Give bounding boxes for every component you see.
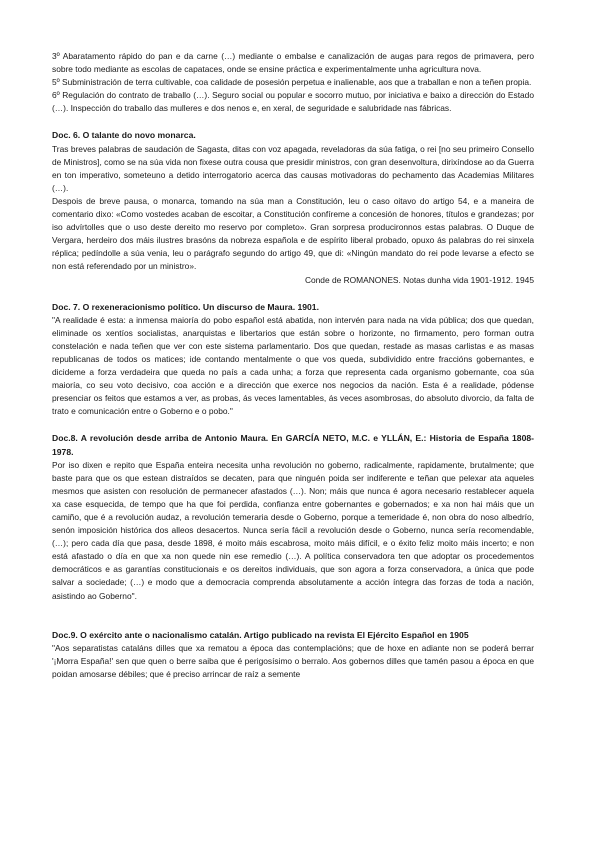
- intro-item-3: 3º Abaratamento rápido do pan e da carne (…) mediante o embalse e canalización de augas para regos de primavera, pero sobre todo mediante as escolas de capataces, onde se ensine práctica e experimentalmente unha agricultura nova.: [52, 51, 534, 75]
- doc6-heading: Doc. 6. O talante do novo monarca.: [52, 130, 196, 141]
- doc9-section: [52, 629, 534, 681]
- doc7-paragraph: "A realidade é esta: a inmensa maioría do pobo español está abatida, non intervén para nada na vida pública; dos que quedan, eliminade os xentíos socialistas, anarquistas e libertarios que están sobre o horizonte, no firmamento, pero forman outra constelación e nada teñen que ver con este sistema parlamentario. Dos que quedan, restade as masas carlistas e as masas republicanas de todos os matices; ide contando mentalmente o que vos queda, subdividido entre fraccións gobernantes, e dicideme a forza verdadeira que queda no país a cada unha; a forza que representa cada organismo gobernante, coa súa maioría, co seu voto decisivo, coa acción e a dirección que exerce nos negocios da nación. Esta é a realidade, pódense presenciar os feitos que estamos a ver, as probas, ás veces lamentables, ás veces asombrosas, do absoluto divorcio, da falta de trato e comunicación entre o Goberno e o pobo.": [52, 314, 534, 417]
- doc6-section: [52, 129, 534, 286]
- doc7-section: [52, 301, 534, 419]
- doc9-paragraph: "Aos separatistas cataláns dilles que xa rematou a época das contemplacións; que de hoxe en adiante non se poderá berrar '¡Morra España!' sen que quen o berre saiba que é perigosísimo o berralo. Aos gobernos dilles que tamén pasou a época en que poidan amosarse débiles; que é preciso arrincar de raíz a semente: [52, 642, 534, 679]
- doc6-source: Conde de ROMANONES. Notas dunha vida 1901-1912. 1945: [304, 274, 534, 285]
- doc6-paragraph-1: Tras breves palabras de saudación de Sagasta, ditas con voz apagada, reveladoras da súa fatiga, o rei [no seu primeiro Consello de Ministros], como se na súa vida non fixese outra cousa que presidir ministros, con gran desenvoltura, dirixíndose ao da Guerra en ton imperativo, someteuno a detido interrogatorio acerca das causas motivadoras do pechamento das Academias Militares (…).: [52, 143, 534, 193]
- doc8-paragraph: Por iso dixen e repito que España enteira necesita unha revolución no goberno, radicalmente, rapidamente, brutalmente; que baste para que os que estean distraídos se decaten, para que ninguén poida ser indiferente e teñan que pelexar ata aqueles mesmos que asisten con resolución de permanecer afastados (…). Non; máis que nunca é agora necesario restablecer aquela xa case esquecida, de tempo que ha que foi perdida, confianza entre gobernantes e gobernados; e xa non hai máis que un camiño, que é a revolución audaz, a revolución temeraria desde o Goberno, porque a temeridade é, non obra do noso albedrío, senón imposición histórica dos alleos desacertos. Nunca sería fácil a revolución desde o Goberno, nunca sería recomendable, (…); pero cada día que pasa, desde 1898, é moito máis escabrosa, moito máis difícil, e o éxito feliz moito máis incerto; e non está afastado o día en que xa non quede nin ese remedio (…). A política conservadora ten que adoptar os procedementos democráticos e as garantías constitucionais e os dereitos individuais, que son agora a forza conservadora, a única que pode salvar a sociedade; (…) e modo que a democracia comprenda absolutamente a acción íntegra das forzas de toda a nación, asistindo ao Goberno".: [52, 459, 534, 601]
- intro-item-6: 6º Regulación do contrato de traballo (…). Seguro social ou popular e socorro mutuo, por iniciativa e baixo a dirección do Estado (…). Inspección do traballo das mulleres e dos nenos e, en xeral, de seguridade e salubridade nas fábricas.: [52, 90, 534, 114]
- doc7-heading: Doc. 7. O rexeneracionismo político. Un discurso de Maura. 1901.: [52, 301, 319, 312]
- doc8-section: [52, 432, 534, 602]
- doc8-heading: Doc.8. A revolución desde arriba de Antonio Maura. En GARCÍA NETO, M.C. e YLLÁN, E.: Historia de España 1808-1978.: [52, 433, 534, 457]
- doc9-heading: Doc.9. O exército ante o nacionalismo catalán. Artigo publicado na revista El Ejército Español en 1905: [52, 629, 469, 640]
- intro-item-5: 5º Subministración de terra cultivable, coa calidade de posesión perpetua e inalienable, aos que a traballan e non a teñen propia.: [52, 77, 532, 88]
- document-page: [52, 50, 534, 681]
- doc6-paragraph-2: Despois de breve pausa, o monarca, tomando na súa man a Constitución, leu o caso oitavo do artigo 54, e a maneira de comentario dixo: «Como vostedes acaban de escoitar, a Constitución confíreme a concesión de honores, títulos e grandezas; por iso advírtolles que o uso deste dereito mo reservo por completo». Gran sorpresa producironnos estas palabras. O Duque de Vergara, herdeiro dos máis ilustres brasóns da nobreza española e de espírito liberal probado, opuxo ás palabras do rei sinxela réplica; pedíndolle a súa venia, leu o parágrafo segundo do artigo 49, que di: «Ningún mandato do rei pode levarse a efecto se non está referendado por un ministro».: [52, 195, 534, 272]
- intro-section: [52, 50, 534, 115]
